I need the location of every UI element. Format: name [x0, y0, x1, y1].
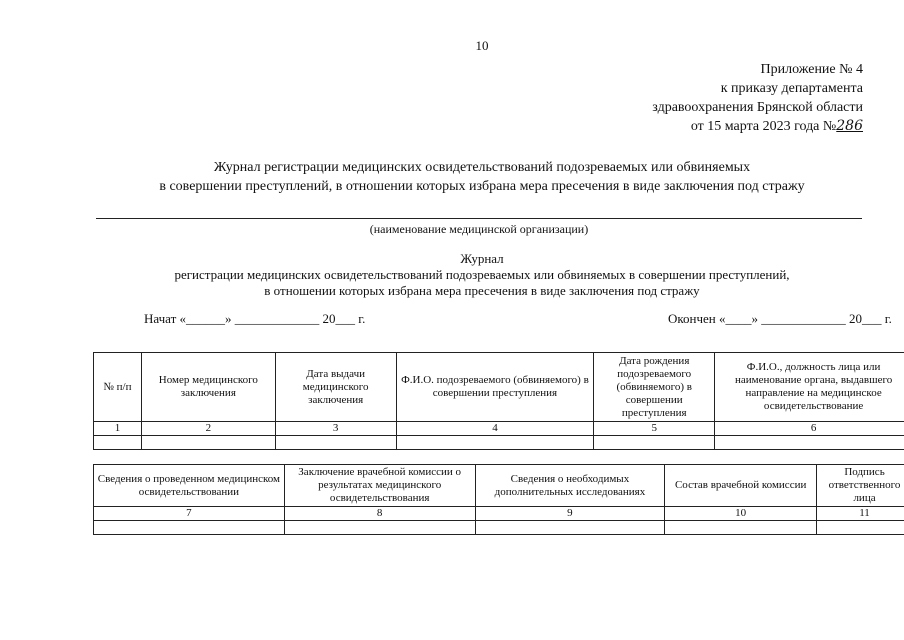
column-number: 7: [94, 507, 285, 521]
header-responsible-signature: Подпись ответственного лица: [817, 465, 904, 507]
finished-date: Окончен «____» _____________ 20___ г.: [668, 311, 892, 326]
table-cell: [665, 521, 817, 535]
header-additional-research: Сведения о необходимых дополнительных исследованиях: [475, 465, 665, 507]
table-number-row: [94, 507, 904, 521]
header-issue-date: Дата выдачи медицинского заключения: [275, 353, 396, 422]
organization-caption: (наименование медицинской организации): [369, 222, 589, 236]
table-cell: [594, 436, 715, 450]
column-number: 9: [475, 507, 665, 521]
order-number-handwritten: 286: [836, 118, 863, 134]
column-number: 10: [665, 507, 817, 521]
table-cell: [475, 521, 665, 535]
appendix-block: [652, 60, 863, 136]
table-cell: [94, 436, 142, 450]
header-row-number: № п/п: [94, 353, 142, 422]
table-cell: [141, 436, 275, 450]
page-number: 10: [475, 38, 489, 53]
organization-name-line: [96, 218, 862, 219]
document-heading: [0, 158, 904, 196]
journal-table-part-2: [93, 464, 904, 535]
column-number: 8: [284, 507, 475, 521]
table-cell: [817, 521, 904, 535]
header-suspect-name: Ф.И.О. подозреваемого (обвиняемого) в совершении преступления: [396, 353, 594, 422]
table-row: [94, 436, 904, 450]
column-number: 5: [594, 422, 715, 436]
heading-line-2: в совершении преступлений, в отношении которых избрана мера пресечения в виде заключения под стражу: [159, 179, 805, 194]
journal-line-1: регистрации медицинских освидетельствований подозреваемых или обвиняемых в совершении преступлений,: [174, 267, 790, 282]
header-birth-date: Дата рождения подозреваемого (обвиняемого) в совершении преступления: [594, 353, 715, 422]
appendix-date-line: [652, 117, 863, 136]
table-number-row: [94, 422, 904, 436]
heading-line-1: Журнал регистрации медицинских освидетельствований подозреваемых или обвиняемых: [213, 160, 751, 175]
appendix-title: Приложение № 4: [760, 62, 863, 77]
column-number: 1: [94, 422, 142, 436]
table-cell: [396, 436, 594, 450]
table-cell: [284, 521, 475, 535]
column-number: 3: [275, 422, 396, 436]
column-number: 2: [141, 422, 275, 436]
column-number: 11: [817, 507, 904, 521]
journal-title-block: [0, 251, 904, 299]
started-date: Начат «______» _____________ 20___ г.: [144, 311, 366, 326]
header-certificate-number: Номер медицинского заключения: [141, 353, 275, 422]
header-commission-conclusion: Заключение врачебной комиссии о результатах медицинского освидетельствования: [284, 465, 475, 507]
journal-title: Журнал: [460, 251, 504, 266]
column-number: 6: [715, 422, 904, 436]
journal-table-part-1: [93, 352, 904, 450]
appendix-department: здравоохранения Брянской области: [652, 100, 863, 115]
table-cell: [275, 436, 396, 450]
table-cell: [94, 521, 285, 535]
table-row: [94, 521, 904, 535]
appendix-order-ref: к приказу департамента: [720, 81, 863, 96]
header-examination-info: Сведения о проведенном медицинском освидетельствовании: [94, 465, 285, 507]
header-referrer: Ф.И.О., должность лица или наименование органа, выдавшего направление на медицинское освидетельствование: [715, 353, 904, 422]
column-number: 4: [396, 422, 594, 436]
appendix-date: от 15 марта 2023 года №: [690, 119, 837, 134]
journal-line-2: в отношении которых избрана мера пресечения в виде заключения под стражу: [264, 283, 700, 298]
table-cell: [715, 436, 904, 450]
header-commission-members: Состав врачебной комиссии: [665, 465, 817, 507]
